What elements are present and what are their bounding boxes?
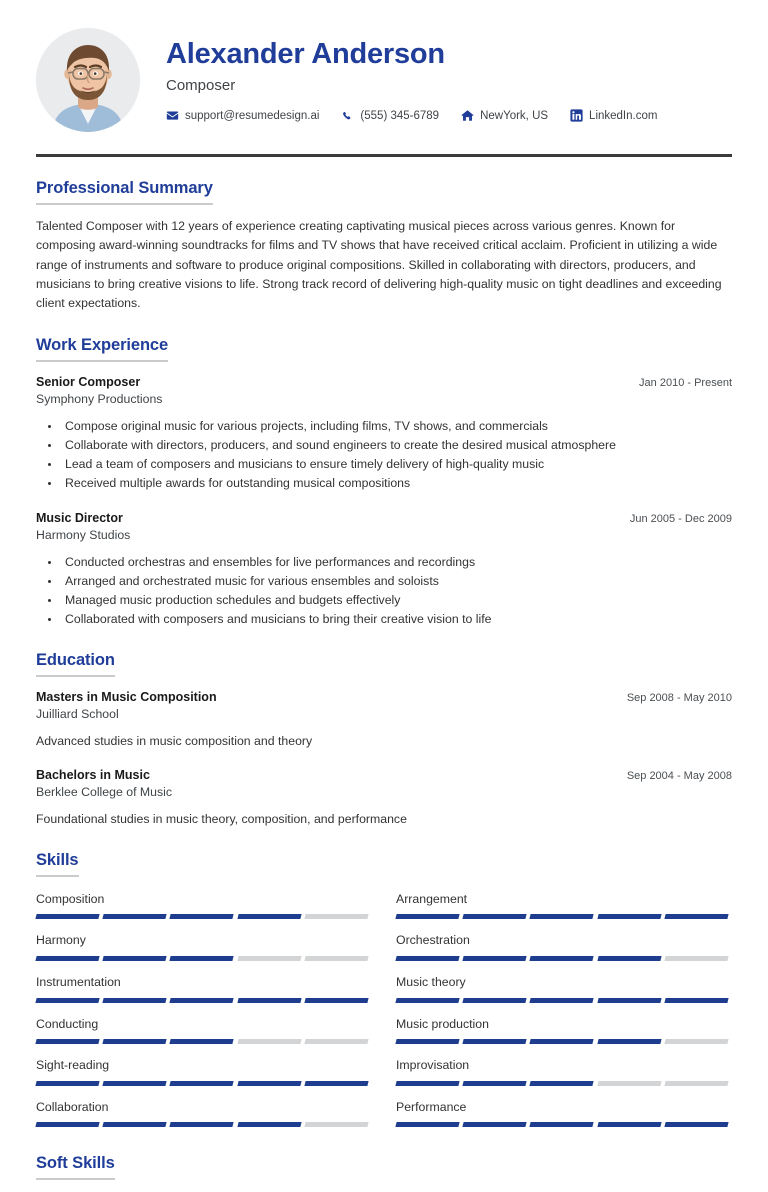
work-entry — [36, 510, 732, 630]
skill-level-segment — [664, 1039, 728, 1044]
avatar — [36, 28, 140, 132]
skill-level-bar — [396, 1122, 728, 1127]
list-item: • Received multiple awards for outstanding musical compositions — [61, 474, 732, 493]
skill-label: Music theory — [396, 975, 466, 990]
work-entry-date: Jan 2010 - Present — [639, 376, 732, 389]
section-title-education: Education — [36, 651, 115, 677]
skill-level-segment — [395, 1039, 459, 1044]
skills-grid — [36, 889, 732, 1139]
contact-linkedin[interactable] — [570, 109, 657, 122]
contact-phone-label: (555) 345-6789 — [360, 109, 440, 122]
skill-level-segment — [304, 1122, 368, 1127]
skill-level-segment — [103, 1039, 167, 1044]
skill-level-segment — [530, 1081, 594, 1086]
skill-level-segment — [597, 956, 661, 961]
list-item: • Collaborated with composers and musicians to bring their creative vision to life — [61, 610, 732, 629]
education-entry-school: Berklee College of Music — [36, 785, 173, 800]
page-title: Alexander Anderson — [166, 38, 445, 70]
skill-item — [36, 972, 368, 1014]
skill-level-segment — [463, 998, 527, 1003]
skill-level-segment — [463, 1122, 527, 1127]
skill-level-segment — [597, 1081, 661, 1086]
skill-level-segment — [530, 998, 594, 1003]
skill-level-bar — [396, 998, 728, 1003]
skill-level-segment — [597, 1122, 661, 1127]
envelope-icon — [166, 109, 179, 122]
skill-level-segment — [170, 914, 234, 919]
skill-label: Sight-reading — [36, 1058, 110, 1073]
skill-level-segment — [530, 1039, 594, 1044]
skill-level-segment — [35, 1122, 99, 1127]
home-icon — [461, 109, 474, 122]
skill-item — [396, 930, 728, 972]
skill-level-bar — [36, 1122, 368, 1127]
skill-level-segment — [103, 1122, 167, 1127]
education-entry-school: Juilliard School — [36, 707, 119, 722]
skill-level-bar — [36, 1039, 368, 1044]
skill-level-segment — [395, 914, 459, 919]
skill-level-segment — [304, 1039, 368, 1044]
header-divider — [36, 154, 732, 157]
phone-icon — [341, 109, 354, 122]
work-entry-date: Jun 2005 - Dec 2009 — [629, 512, 732, 525]
list-item: • Compose original music for various projects, including films, TV shows, and commercials — [61, 417, 732, 436]
skill-level-segment — [664, 914, 728, 919]
skill-item — [36, 1097, 368, 1139]
skill-level-bar — [396, 1039, 728, 1044]
skill-level-segment — [304, 956, 368, 961]
section-education — [36, 651, 732, 829]
section-skills — [36, 851, 732, 1138]
skill-level-segment — [35, 998, 99, 1003]
skill-item — [36, 930, 368, 972]
work-entry — [36, 374, 732, 494]
skill-level-segment — [530, 956, 594, 961]
skill-level-segment — [664, 1081, 728, 1086]
skill-level-segment — [463, 1081, 527, 1086]
contact-row — [166, 109, 732, 122]
skill-level-segment — [170, 1039, 234, 1044]
skill-item — [36, 1014, 368, 1056]
education-entry — [36, 767, 732, 829]
section-title-skills: Skills — [36, 851, 79, 877]
summary-text: Talented Composer with 12 years of experience creating captivating musical pieces across various genres. Known for composing award-winning soundtracks for films and TV shows that have received critical acclaim. Proficient in utilizing a wide range of instruments and software to produce original compositions. Skilled in collaborating with directors, producers, and musicians to bring creative visions to life. Strong track record of delivering high-quality music on tight deadlines and exceeding client expectations. — [36, 218, 722, 311]
work-entry-org: Harmony Studios — [36, 527, 131, 542]
skill-level-segment — [237, 998, 301, 1003]
skill-level-segment — [35, 914, 99, 919]
contact-email[interactable] — [166, 109, 319, 122]
work-entry-org: Symphony Productions — [36, 392, 163, 406]
skill-label: Performance — [396, 1099, 467, 1114]
skill-level-segment — [237, 1122, 301, 1127]
header-text-block — [166, 28, 732, 122]
skill-level-segment — [395, 956, 459, 961]
contact-location-label: NewYork, US — [480, 109, 549, 122]
resume-header — [36, 28, 732, 132]
education-entry-head — [36, 689, 732, 705]
work-entry-head — [36, 510, 732, 526]
skill-level-segment — [170, 1081, 234, 1086]
skill-label: Music production — [396, 1016, 489, 1031]
skill-label: Harmony — [36, 933, 86, 948]
skill-level-segment — [237, 1039, 301, 1044]
skill-label: Orchestration — [396, 933, 470, 948]
skill-item — [396, 1014, 728, 1056]
skill-level-segment — [170, 998, 234, 1003]
contact-location[interactable] — [461, 109, 548, 122]
work-entry-role: Music Director — [36, 510, 123, 525]
list-item: • Lead a team of composers and musicians to ensure timely delivery of high-quality music — [61, 455, 732, 474]
list-item: • Conducted orchestras and ensembles for live performances and recordings — [61, 553, 732, 572]
skill-level-segment — [463, 1039, 527, 1044]
skill-level-segment — [237, 914, 301, 919]
skill-level-bar — [36, 1081, 368, 1086]
education-entry-date: Sep 2008 - May 2010 — [626, 692, 732, 705]
skill-level-segment — [597, 914, 661, 919]
skill-label: Instrumentation — [36, 975, 121, 990]
section-work-experience — [36, 336, 732, 629]
work-entry-bullets — [36, 417, 732, 494]
skill-item — [396, 1097, 728, 1139]
skill-level-segment — [395, 1081, 459, 1086]
skill-item — [396, 889, 728, 931]
skill-label: Collaboration — [36, 1099, 109, 1114]
skill-level-bar — [396, 914, 728, 919]
education-entry-degree: Masters in Music Composition — [36, 690, 217, 705]
skill-level-segment — [304, 914, 368, 919]
skill-level-segment — [103, 956, 167, 961]
skill-level-segment — [35, 956, 99, 961]
skill-level-segment — [304, 998, 368, 1003]
skill-level-bar — [36, 956, 368, 961]
section-title-work: Work Experience — [36, 336, 168, 362]
section-professional-summary — [36, 179, 732, 314]
skill-level-bar — [396, 1081, 728, 1086]
skill-level-segment — [237, 1081, 301, 1086]
skill-level-segment — [664, 1122, 728, 1127]
list-item: • Collaborate with directors, producers, and sound engineers to create the desired musical atmosphere — [61, 436, 732, 455]
skill-level-segment — [463, 914, 527, 919]
skill-level-segment — [35, 1039, 99, 1044]
skill-level-segment — [664, 998, 728, 1003]
skill-item — [396, 1055, 728, 1097]
contact-linkedin-label: LinkedIn.com — [589, 109, 658, 122]
skill-level-segment — [463, 956, 527, 961]
skill-level-segment — [103, 1081, 167, 1086]
skill-item — [396, 972, 728, 1014]
education-entry-desc: Foundational studies in music theory, composition, and performance — [36, 812, 407, 827]
skill-level-segment — [35, 1081, 99, 1086]
work-entry-role: Senior Composer — [36, 374, 141, 389]
skill-label: Conducting — [36, 1016, 99, 1031]
section-title-soft-skills: Soft Skills — [36, 1154, 115, 1180]
skill-level-segment — [170, 1122, 234, 1127]
skill-level-segment — [304, 1081, 368, 1086]
skill-level-bar — [36, 998, 368, 1003]
skill-level-bar — [36, 914, 368, 919]
skill-label: Arrangement — [396, 891, 468, 906]
list-item: • Managed music production schedules and budgets effectively — [61, 591, 732, 610]
education-entry-degree: Bachelors in Music — [36, 768, 150, 783]
skill-level-segment — [103, 914, 167, 919]
skill-level-segment — [103, 998, 167, 1003]
skill-level-segment — [597, 998, 661, 1003]
work-entry-bullets — [36, 553, 732, 630]
education-entry-desc: Advanced studies in music composition and theory — [36, 734, 313, 749]
skill-item — [36, 1055, 368, 1097]
list-item: • Arranged and orchestrated music for various ensembles and soloists — [61, 572, 732, 591]
contact-phone[interactable] — [341, 109, 439, 122]
skill-level-segment — [170, 956, 234, 961]
section-soft-skills — [36, 1154, 732, 1192]
skill-level-segment — [237, 956, 301, 961]
education-entry — [36, 689, 732, 751]
education-entry-date: Sep 2004 - May 2008 — [626, 770, 732, 783]
contact-email-label: support@resumedesign.ai — [185, 109, 320, 122]
skill-level-segment — [597, 1039, 661, 1044]
skill-level-segment — [664, 956, 728, 961]
skill-label: Composition — [36, 891, 105, 906]
skill-level-segment — [530, 914, 594, 919]
skill-level-bar — [396, 956, 728, 961]
skill-item — [36, 889, 368, 931]
skill-level-segment — [530, 1122, 594, 1127]
linkedin-icon — [570, 109, 583, 122]
education-entry-head — [36, 767, 732, 783]
job-title: Composer — [166, 77, 236, 95]
skill-level-segment — [395, 1122, 459, 1127]
skill-label: Improvisation — [396, 1058, 470, 1073]
section-title-summary: Professional Summary — [36, 179, 213, 205]
work-entry-head — [36, 374, 732, 390]
skill-level-segment — [395, 998, 459, 1003]
